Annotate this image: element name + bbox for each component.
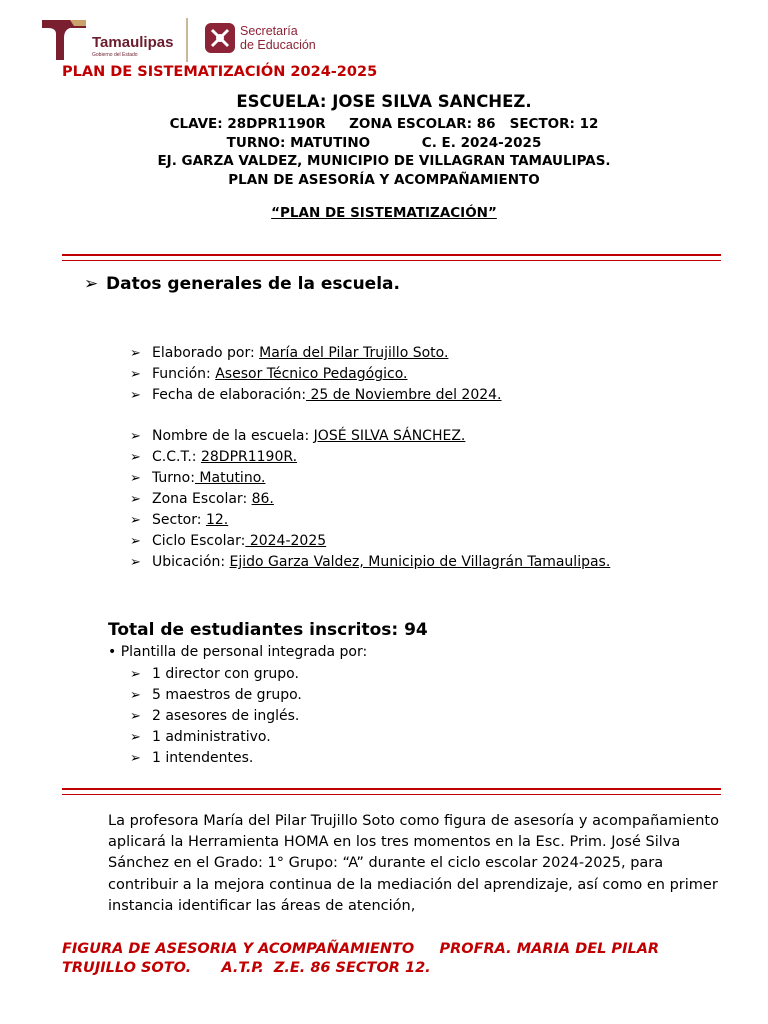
tamaulipas-subtitle: Gobierno del Estado [92,52,138,58]
logo-divider [186,18,188,62]
elaboration-list [130,343,502,406]
item-label: Ubicación: [152,554,230,570]
arrow-bullet-icon: ➢ [130,667,141,682]
arrow-bullet-icon: ➢ [84,274,99,294]
document-subtitle: “PLAN DE SISTEMATIZACIÓN” [271,205,497,221]
item-value: JOSÉ SILVA SÁNCHEZ. [313,428,466,444]
arrow-bullet-icon: ➢ [130,367,141,382]
arrow-bullet-icon: ➢ [130,751,141,766]
arrow-bullet-icon: ➢ [130,346,141,361]
arrow-bullet-icon: ➢ [130,429,141,444]
staff-label: • Plantilla de personal integrada por: [108,644,368,660]
arrow-bullet-icon: ➢ [130,534,141,549]
tamaulipas-logo [40,18,180,62]
school-info-list [130,426,610,573]
datos-heading [84,274,400,294]
item-label: Zona Escolar: [152,491,252,507]
item-text: 2 asesores de inglés. [152,708,300,724]
secretaria-line: Secretaría [240,24,298,38]
info-line-ubicacion: EJ. GARZA VALDEZ, MUNICIPIO DE VILLAGRAN TAMAULIPAS. [157,153,611,169]
item-value: Matutino. [194,470,266,486]
item-label: Nombre de la escuela: [152,428,314,444]
item-value: 28DPR1190R. [200,449,298,465]
item-value: 86. [251,491,274,507]
arrow-bullet-icon: ➢ [130,688,141,703]
list-item [130,706,302,727]
item-text: 1 administrativo. [152,729,271,745]
item-label: Elaborado por: [152,345,260,361]
list-item [130,552,610,573]
datos-heading-text: Datos generales de la escuela. [106,274,400,294]
section-divider-bottom [62,788,721,795]
list-item [130,531,610,552]
info-line-turno: TURNO: MATUTINO C. E. 2024-2025 [226,135,542,151]
arrow-bullet-icon: ➢ [130,709,141,724]
secretaria-educacion-logo [204,22,334,62]
info-line-clave: CLAVE: 28DPR1190R ZONA ESCOLAR: 86 SECTOR: 12 [169,116,599,132]
plan-title: PLAN DE SISTEMATIZACIÓN 2024-2025 [62,64,378,80]
secretaria-text [240,24,316,52]
arrow-bullet-icon: ➢ [130,450,141,465]
item-label: Turno: [152,470,195,486]
item-label: C.C.T.: [152,449,201,465]
arrow-bullet-icon: ➢ [130,388,141,403]
tamaulipas-emblem-icon [40,18,90,62]
list-item [130,426,610,447]
total-students-heading: Total de estudiantes inscritos: 94 [108,620,428,640]
list-item [130,468,610,489]
info-line-plan: PLAN DE ASESORÍA Y ACOMPAÑAMIENTO [228,172,540,188]
tamaulipas-name: Tamaulipas [92,34,174,51]
item-label: Ciclo Escolar: [152,533,246,549]
educacion-line: de Educación [240,38,316,52]
section-divider-top [62,254,721,261]
arrow-bullet-icon: ➢ [130,471,141,486]
item-label: Función: [152,366,216,382]
item-text: 1 director con grupo. [152,666,299,682]
arrow-bullet-icon: ➢ [130,492,141,507]
item-value: 2024-2025 [245,533,327,549]
secretaria-emblem-icon [204,22,236,54]
item-text: 5 maestros de grupo. [152,687,302,703]
arrow-bullet-icon: ➢ [130,730,141,745]
description-paragraph: La profesora María del Pilar Trujillo Soto como figura de asesoría y acompañamiento aplicará la Herramienta HOMA en los tres momentos en la Esc. Prim. José Silva Sánchez en el Grado: 1° Grupo: “A” durante el ciclo escolar 2024-2025, para contribuir a la mejora continua de la mediación del aprendizaje, así como en primer instancia identificar las áreas de atención, [108,813,719,914]
item-value: 25 de Noviembre del 2024. [306,387,502,403]
item-value: Ejido Garza Valdez, Municipio de Villagrán Tamaulipas. [229,554,611,570]
staff-list [130,664,302,769]
list-item [130,664,302,685]
item-text: 1 intendentes. [152,750,254,766]
school-title: ESCUELA: JOSE SILVA SANCHEZ. [236,92,532,111]
item-label: Fecha de elaboración: [152,387,307,403]
list-item [130,748,302,769]
list-item [130,385,502,406]
list-item [130,727,302,748]
list-item [130,489,610,510]
item-value: 12. [205,512,229,528]
list-item [130,685,302,706]
list-item [130,343,502,364]
item-value: Asesor Técnico Pedagógico. [215,366,408,382]
item-value: María del Pilar Trujillo Soto. [259,345,449,361]
arrow-bullet-icon: ➢ [130,555,141,570]
list-item [130,364,502,385]
arrow-bullet-icon: ➢ [130,513,141,528]
footer-signature: FIGURA DE ASESORIA Y ACOMPAÑAMIENTO PROFRA. MARIA DEL PILAR TRUJILLO SOTO. A.T.P. Z.E. 86 SECTOR 12. [62,941,665,976]
list-item [130,510,610,531]
list-item [130,447,610,468]
item-label: Sector: [152,512,206,528]
